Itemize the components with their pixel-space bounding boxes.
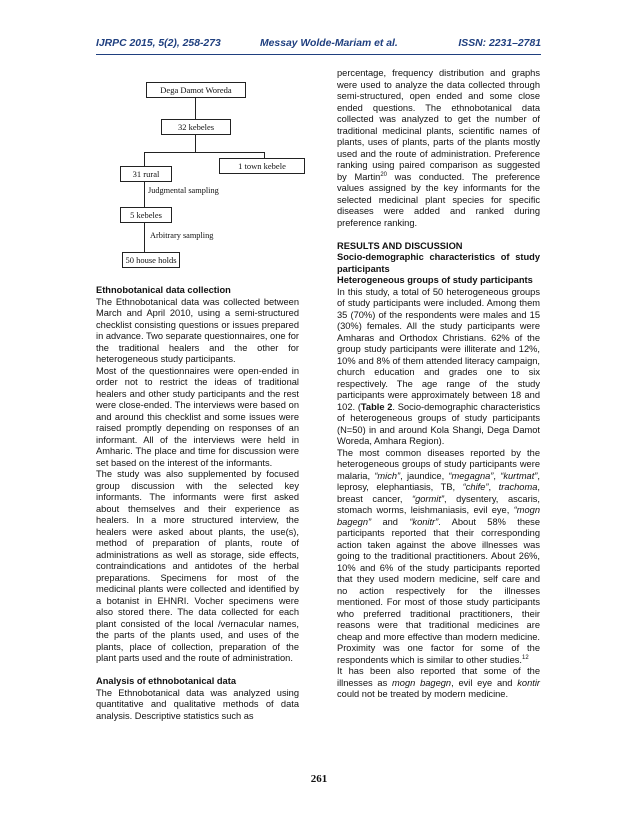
flow-connector [144,152,145,166]
section-heading: Ethnobotanical data collection [96,285,231,295]
issn: ISSN: 2231–2781 [458,38,541,49]
flow-box-woreda: Dega Damot Woreda [146,82,246,98]
paragraph: It has been also reported that some of the illnesses as mogn bagegn, evil eye and kontir could not be treated by modern medicine. [337,666,540,699]
page-number: 261 [310,773,328,785]
flow-box-five: 5 kebeles [120,207,172,223]
paragraph: The study was also supplemented by focused group discussion with the selected key informants. The informants were first asked about themselves and their experience as healers. In a more structured interview, the healers were asked about plants, the use(s), method of preparation of plants, route of administrations as well as storage, side effects, contraindications and antidotes of the herbal preparations. Specimens for most of the medicinal plants were collected and identified by a botanist in EHNRI. Vocher specimens were also stored there. The data collected for each plant consisted of the local /vernacular names, the parts of the plants used, and uses of the plants, place of collection, preparation of the plant parts used and the route of administration. [96,469,299,663]
paragraph: The Ethnobotanical data was collected between March and April 2010, using a semi-structured checklist consisting questions or issues prepared in advance. Two separate questionnaires, one for the traditional healers and the other for heterogeneous study participants. [96,296,299,364]
author-line: Messay Wolde-Mariam et al. [260,38,398,49]
paragraph: percentage, frequency distribution and graphs were used to analyze the data collected through semi-structured, open ended and some close ended questions. The ethnobotanical data collected was analyzed to get the number of traditional medicinal plants, scientific names of plants, uses of plants, parts of the plants mostly used and the route of administration. Preference ranking using paired comparison as suggested by Martin$^{20}$ was conducted. The preference values assigned by the key informants for the selected medicinal plant species for specific diseases were added and ranked during preference ranking. [337,68,541,228]
sampling-flowchart [118,74,308,274]
journal-citation: IJRPC 2015, 5(2), 258-273 [96,38,221,49]
citation-ref: 20 [380,171,388,178]
paragraph: In this study, a total of 50 heterogeneous groups of study participants were included. Among them 35 (70%) of the respondents were males and 15 (30%) females. All the study participants were Amharas and Orthodox Christians. 62% of the group study participants were illiterate and 12%, 10% and 8% of them attended literacy campaign, church education and grades one to six respectively. The age range of the study participants were approximately between 18 and 102. (Table 2. Socio-demographic characteristics of heterogeneous groups of study participants (N=50) in and around Kola Shangi, Dega Damot Woreda, Amhara Region). [337,286,540,446]
flow-connector [144,222,145,252]
flow-box-kebeles: 32 kebeles [161,119,231,135]
flow-connector [195,134,196,152]
citation-ref: 12 [522,654,529,661]
flow-connector [195,97,196,119]
right-column [337,68,540,701]
table-ref: Table 2 [360,401,393,412]
subsection-heading: Socio-demographic characteristics of study participants [337,252,540,274]
flow-connector [144,181,145,207]
flow-label-judgmental: Judgmental sampling [148,186,219,195]
flow-connector [144,152,265,153]
flow-box-households: 50 house holds [122,252,180,268]
flow-box-rural: 31 rural [120,166,172,182]
page-header [96,38,541,52]
left-column [96,285,299,722]
section-heading: Analysis of ethnobotanical data [96,676,236,686]
paragraph: The Ethnobotanical data was analyzed using quantitative and qualitative methods of data analysis. Descriptive statistics such as [96,687,299,721]
subsection-heading: Heterogeneous groups of study participants [337,275,533,285]
flow-box-town: 1 town kebele [219,158,305,174]
section-heading: RESULTS AND DISCUSSION [337,240,463,251]
header-rule [96,54,541,55]
paragraph: Most of the questionnaires were open-ended in order not to restrict the ideas of traditional healers and other study participants and the rest were close-ended. The interviews were based on and around this checklist and some issues were raised promptly depending on responses of an informant. All of the interviews were held in Amharic. The place and time for discussion were set based on the interest of the informants. [96,365,299,468]
flow-label-arbitrary: Arbitrary sampling [150,231,214,240]
paragraph: The most common diseases reported by the heterogeneous groups of study participants were malaria, “mich”, jaundice, “megagna”, “kurtmat”, leprosy, elephantiasis, TB, “chife”, trachoma, breast cancer, “gormit”, dysentery, ascaris, stomach worms, leishmaniasis, evil eye, “mogn bagegn” and “konitr”. About 58% these participants reported that their corresponding action taken against the above illnesses was going to the traditional practitioners. About 26%, 10% and 6% of the study participants reported that they used modern medicine, self care and no action respectively for the illnesses mentioned. For most of those study participants who preferred traditional practitioners, their reasons were that traditional medicines are cheap and more effective than modern medicine. Proximity was one factor for some of the respondents which is similar to other studies.$^{12}$ [337,447,541,665]
